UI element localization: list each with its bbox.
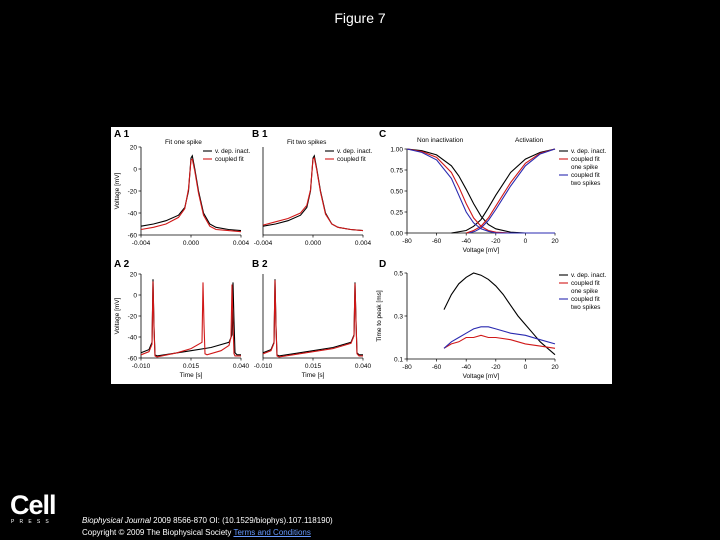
- x-tick-label-A1: 0.000: [182, 240, 200, 247]
- panel-label-A2: A 2: [114, 259, 130, 270]
- y-tick-label-A1: -60: [127, 232, 137, 240]
- citation-text: 2009 8566-870 OI: (10.1529/biophys).107.118190): [150, 516, 333, 525]
- x-tick-label-A1: -0.004: [131, 240, 151, 247]
- x-tick-label-A2: 0.040: [232, 363, 250, 370]
- legend-label-D: two spikes: [571, 304, 601, 311]
- legend-label-C: one spike: [571, 164, 598, 171]
- y-tick-label-A2: 0: [133, 292, 137, 300]
- panel-label-D: D: [379, 259, 387, 270]
- x-axis-label-D: Voltage [mV]: [462, 373, 500, 380]
- legend-label-C: coupled fit: [571, 156, 600, 163]
- y-tick-label-C: 0.75: [390, 167, 403, 175]
- y-tick-label-C: 0.25: [390, 209, 403, 217]
- series-line-B1-1: [263, 158, 363, 231]
- legend-label-B1: coupled fit: [337, 156, 366, 163]
- x-tick-label-B1: -0.004: [253, 240, 273, 247]
- x-axis-label-A2: Time [s]: [179, 372, 203, 379]
- slide-title: Figure 7: [334, 10, 386, 26]
- x-tick-label-C: -60: [431, 238, 442, 245]
- series-line-C-0: [407, 149, 555, 233]
- panel-C: [405, 149, 569, 236]
- x-tick-label-D: -40: [461, 364, 471, 371]
- y-tick-label-C: 1.00: [390, 146, 403, 154]
- x-tick-label-C: 20: [551, 238, 559, 245]
- y-tick-label-D: 0.3: [393, 313, 403, 321]
- series-line-A1-0: [141, 156, 241, 231]
- legend-label-C: coupled fit: [571, 172, 600, 179]
- x-tick-label-D: -80: [402, 364, 412, 371]
- x-tick-label-B2: 0.040: [354, 363, 372, 370]
- x-tick-label-A2: -0.010: [131, 363, 151, 370]
- legend-label-D: coupled fit: [571, 296, 600, 303]
- series-line-C-4: [407, 149, 555, 233]
- annotation-non-inactivation: Non inactivation: [417, 137, 464, 144]
- series-line-C-5: [469, 149, 555, 233]
- legend-label-D: one spike: [571, 288, 598, 295]
- x-tick-label-C: -40: [461, 238, 471, 245]
- y-tick-label-A1: 20: [129, 144, 137, 152]
- panel-title-B1: Fit two spikes: [287, 139, 327, 146]
- y-axis-label-D: Time to peak [ms]: [376, 290, 383, 342]
- y-tick-label-A1: 0: [133, 166, 137, 174]
- panel-A2: [139, 274, 242, 361]
- series-line-A1-1: [141, 159, 241, 232]
- series-line-D-0: [444, 273, 555, 355]
- citation-line: [82, 515, 333, 527]
- x-tick-label-B1: 0.000: [304, 240, 322, 247]
- y-tick-label-D: 0.5: [393, 270, 403, 278]
- y-tick-label-A2: -60: [127, 355, 137, 363]
- panel-label-B1: B 1: [252, 129, 268, 140]
- figure-panel: [111, 127, 612, 384]
- x-tick-label-A1: 0.004: [232, 240, 250, 247]
- series-line-D-1: [444, 335, 555, 348]
- x-tick-label-D: -20: [491, 364, 501, 371]
- x-tick-label-B2: -0.010: [253, 363, 273, 370]
- y-tick-label-A2: -20: [127, 313, 137, 321]
- cell-press-logo: [10, 490, 60, 530]
- legend-label-C: two spikes: [571, 180, 601, 187]
- logo-press: PRESS: [11, 519, 54, 525]
- panel-label-C: C: [379, 129, 387, 140]
- legend-label-A1: coupled fit: [215, 156, 244, 163]
- terms-link[interactable]: Terms and Conditions: [233, 528, 311, 537]
- panel-D: [405, 273, 569, 362]
- annotation-activation: Activation: [515, 137, 544, 144]
- logo-word: Cell: [10, 490, 56, 520]
- x-tick-label-A2: 0.015: [182, 363, 200, 370]
- x-tick-label-C: 0: [523, 238, 528, 245]
- legend-label-A1: v. dep. inact.: [215, 148, 251, 155]
- y-tick-label-D: 0.1: [393, 356, 403, 364]
- legend-label-B1: v. dep. inact.: [337, 148, 373, 155]
- x-tick-label-D: 0: [523, 364, 528, 371]
- x-axis-label-C: Voltage [mV]: [462, 247, 500, 254]
- legend-label-D: v. dep. inact.: [571, 272, 607, 279]
- y-tick-label-A1: -20: [127, 188, 137, 196]
- y-tick-label-A1: -40: [127, 210, 137, 218]
- legend-label-D: coupled fit: [571, 280, 600, 287]
- y-axis-label-A2: Voltage [mV]: [114, 297, 121, 335]
- y-tick-label-A2: -40: [127, 334, 137, 342]
- x-tick-label-B2: 0.015: [304, 363, 322, 370]
- citation-block: [82, 515, 333, 539]
- x-tick-label-B1: 0.004: [354, 240, 372, 247]
- y-axis-label-A1: Voltage [mV]: [114, 172, 121, 210]
- journal-name: Biophysical Journal: [82, 516, 151, 525]
- figure-svg: [111, 127, 612, 384]
- panel-B2: [263, 274, 363, 361]
- panel-label-A1: A 1: [114, 129, 130, 140]
- series-line-B1-0: [263, 156, 363, 231]
- series-line-A2-1: [141, 281, 241, 357]
- x-tick-label-C: -20: [491, 238, 501, 245]
- legend-label-C: v. dep. inact.: [571, 148, 607, 155]
- x-tick-label-D: -60: [431, 364, 442, 371]
- y-tick-label-A2: 20: [129, 271, 137, 279]
- x-tick-label-D: 20: [551, 364, 559, 371]
- y-tick-label-C: 0.50: [390, 188, 403, 196]
- copyright-line: [82, 527, 333, 539]
- x-axis-label-B2: Time [s]: [301, 372, 325, 379]
- series-line-A2-0: [141, 279, 241, 356]
- panel-title-A1: Fit one spike: [165, 139, 202, 146]
- y-tick-label-C: 0.00: [390, 230, 403, 238]
- series-line-B2-1: [263, 280, 363, 357]
- copyright-text: Copyright © 2009 The Biophysical Society: [82, 528, 234, 537]
- panel-label-B2: B 2: [252, 259, 268, 270]
- x-tick-label-C: -80: [402, 238, 412, 245]
- series-line-C-2: [407, 149, 555, 233]
